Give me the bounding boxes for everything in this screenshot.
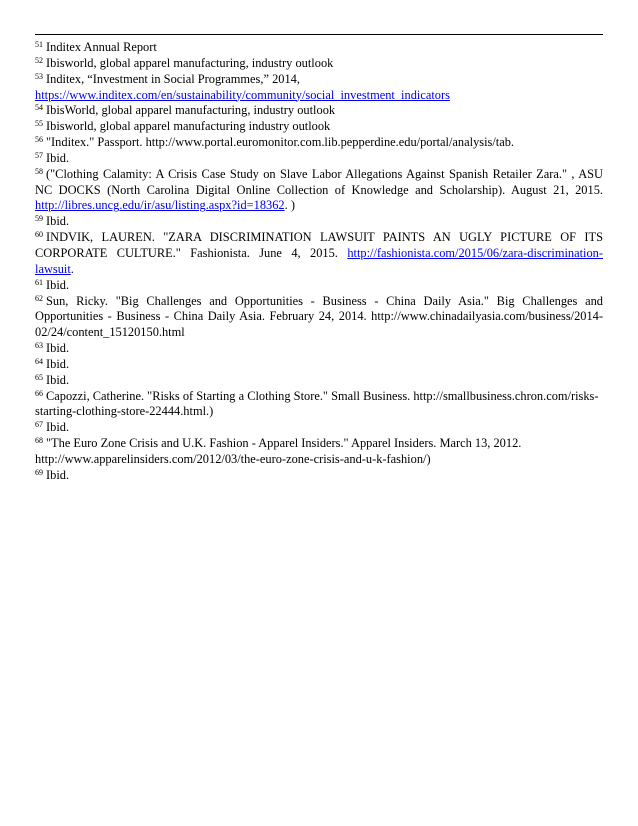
footnote-number: 69 — [35, 467, 43, 477]
footnote-number: 60 — [35, 230, 43, 240]
footnote-number: 52 — [35, 55, 43, 65]
footnote-text: Inditex, “Investment in Social Programmes,” 2014, — [46, 71, 300, 86]
footnote-number: 58 — [35, 166, 43, 176]
footnote-59 — [35, 214, 603, 230]
footnote-61 — [35, 278, 603, 294]
footnote-number: 61 — [35, 277, 43, 287]
footnote-text: INDVIK, LAUREN. "ZARA DISCRIMINATION LAWSUIT PAINTS AN UGLY PICTURE OF ITS CORPORATE CULTURE." Fashionista. June 4, 2015. — [35, 230, 603, 260]
footnote-text: Capozzi, Catherine. "Risks of Starting a Clothing Store." Small Business. http://smallbusiness.chron.com/risks-starting-clothing-store-22444.html.) — [35, 388, 599, 419]
footnote-text: Ibid. — [46, 214, 70, 229]
footnote-number: 63 — [35, 341, 43, 351]
footnote-number: 62 — [35, 293, 43, 303]
footnote-text: ("Clothing Calamity: A Crisis Case Study on Slave Labor Allegations Against Spanish Retailer Zara." , ASU NC DOCKS (North Carolina Digital Online Collection of Knowledge and Scholarship). August 21, 2015. — [35, 166, 603, 197]
footnote-number: 51 — [35, 40, 43, 49]
footnote-link[interactable]: http://libres.uncg.edu/ir/asu/listing.aspx?id=18362 — [35, 198, 285, 213]
footnote-63 — [35, 341, 603, 357]
footnote-text: Ibid. — [46, 372, 70, 387]
footnote-text: . — [70, 261, 74, 276]
footnote-53 — [35, 72, 603, 104]
footnote-text: Ibid. — [46, 356, 70, 371]
footnote-number: 65 — [35, 372, 43, 382]
footnote-number: 54 — [35, 103, 43, 113]
footnote-68 — [35, 436, 603, 468]
footnote-number: 57 — [35, 150, 43, 160]
footnote-link[interactable]: http://fashionista.com/2015/06/zara-discrimination-lawsuit — [35, 245, 603, 276]
footnote-number: 68 — [35, 436, 43, 446]
footnote-57 — [35, 151, 603, 167]
footnote-number: 67 — [35, 420, 43, 430]
footnote-text: Ibid. — [46, 150, 70, 165]
footnote-link[interactable]: https://www.inditex.com/en/sustainability/community/social_investment_indicators — [35, 87, 450, 102]
footnote-text: Sun, Ricky. "Big Challenges and Opportunities - Business - China Daily Asia." Big Challenges and Opportunities - Business - China Daily Asia. February 24, 2014. http://www.chinadailyasia.com/business/2014-02/24/content_15120150.html — [35, 293, 603, 340]
footnote-text: Inditex Annual Report — [46, 40, 157, 54]
footnote-number: 64 — [35, 356, 43, 366]
footnote-text: Ibisworld, global apparel manufacturing industry outlook — [46, 119, 331, 134]
footnote-52 — [35, 56, 603, 72]
footnote-text: Ibid. — [46, 467, 70, 482]
footnote-number: 59 — [35, 214, 43, 224]
footnote-58 — [35, 167, 603, 215]
footnote-text: Ibisworld, global apparel manufacturing, industry outlook — [46, 55, 334, 70]
footnote-number: 55 — [35, 119, 43, 129]
footnote-text: Ibid. — [46, 420, 70, 435]
footnote-text: IbisWorld, global apparel manufacturing, industry outlook — [46, 103, 336, 118]
footnote-69 — [35, 468, 603, 484]
footnote-text: . ) — [284, 198, 295, 213]
footnote-text: "Inditex." Passport. http://www.portal.euromonitor.com.lib.pepperdine.edu/portal/analysis/tab. — [46, 135, 515, 150]
footnote-text: Ibid. — [46, 341, 70, 356]
footnote-66 — [35, 389, 603, 421]
footnote-number: 56 — [35, 135, 43, 145]
footnote-64 — [35, 357, 603, 373]
footnote-51 — [35, 40, 603, 56]
footnote-text: Ibid. — [46, 277, 70, 292]
footnote-text: "The Euro Zone Crisis and U.K. Fashion - Apparel Insiders." Apparel Insiders. March 13, 2012. http://www.apparelinsiders.com/2012/03/the-euro-zone-crisis-and-u-k-fashion/) — [35, 436, 522, 466]
footnote-separator-rule — [35, 34, 603, 35]
footnote-number: 66 — [35, 388, 43, 398]
footnote-62 — [35, 294, 603, 342]
footnote-60 — [35, 230, 603, 278]
footnote-65 — [35, 373, 603, 389]
footnotes-list — [35, 40, 603, 484]
footnote-number: 53 — [35, 71, 43, 81]
footnote-54 — [35, 103, 603, 119]
footnote-56 — [35, 135, 603, 151]
footnote-55 — [35, 119, 603, 135]
footnote-67 — [35, 420, 603, 436]
